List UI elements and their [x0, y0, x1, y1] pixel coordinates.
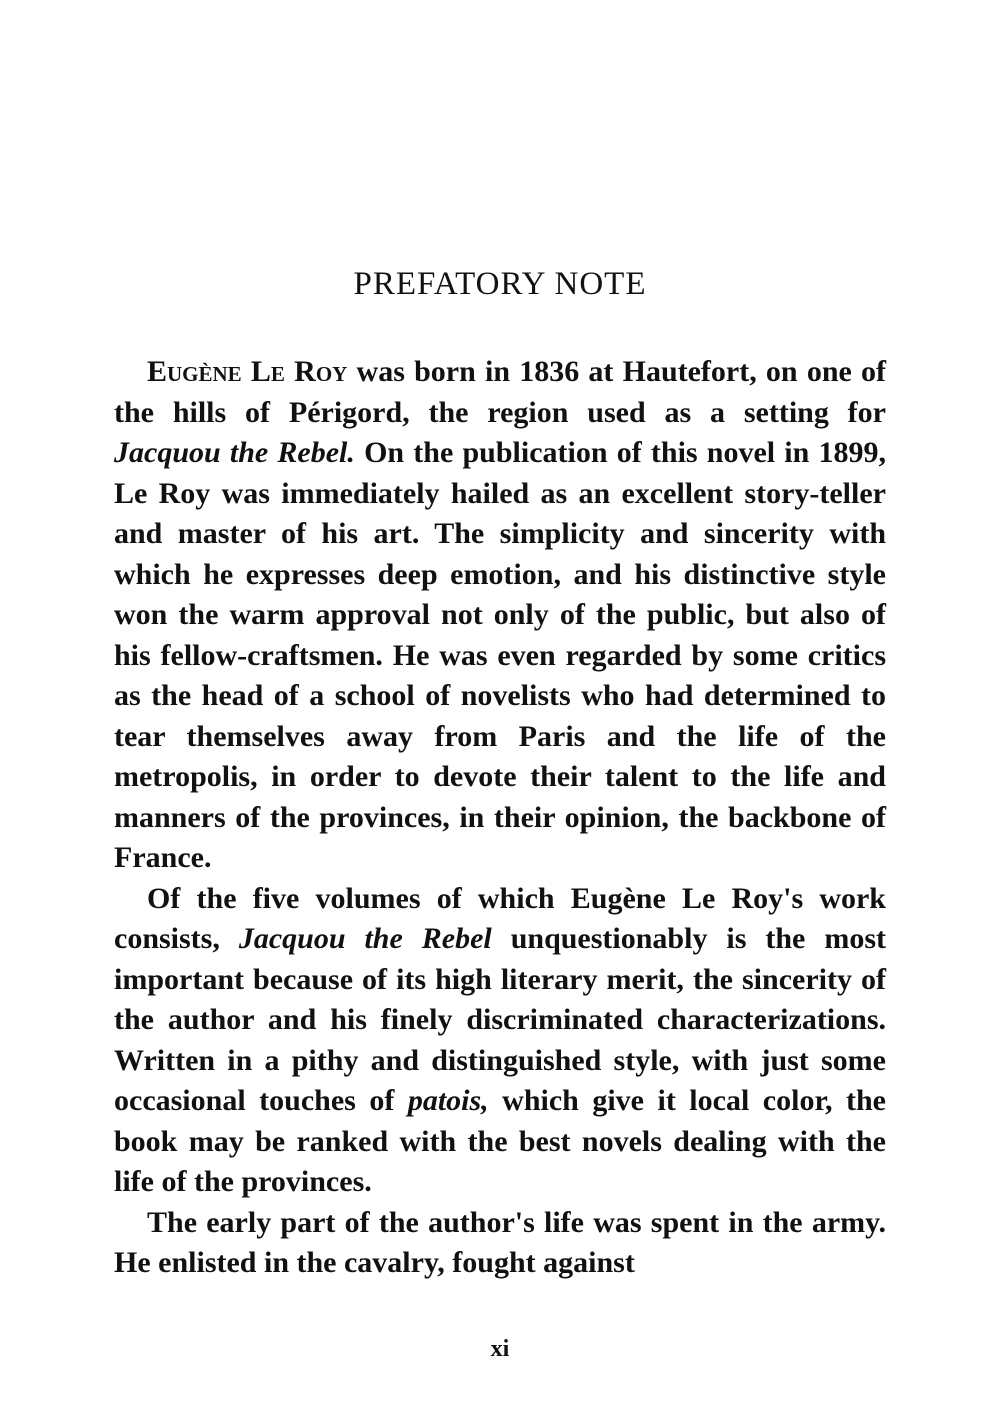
paragraph-3: [114, 1203, 886, 1284]
paragraph-2: [114, 879, 886, 1203]
author-name-le: Le: [250, 355, 285, 388]
paragraph-2-text-b: unquestionably is the most important because of its high literary merit, the sincerity of the author and his finely discriminated characterizations. Written in a pithy and distinguished style, with just some occasional touches of: [114, 922, 886, 1117]
paragraph-3-text: The early part of the author's life was spent in the army. He enlisted in the cavalry, fought against: [114, 1205, 886, 1279]
page-number: xi: [490, 1336, 510, 1362]
author-first-name: Eugène: [147, 355, 242, 388]
paragraph-2-text-a: Of the five volumes of which Eugène Le Roy's work consists,: [114, 881, 886, 955]
page-title: PREFATORY NOTE: [353, 266, 647, 302]
paragraph-1-text-b: On the publication of this novel in 1899, Le Roy was immediately hailed as an excellent story-teller and master of his art. The simplicity and sincerity with which he expresses deep emotion, and his distinctive style won the warm approval not only of the public, but also of his fellow-craftsmen. He was even regarded by some critics as the head of a school of novelists who had determined to tear themselves away from Paris and the life of the metropolis, in order to devote their talent to the life and manners of the provinces, in their opinion, the backbone of France.: [114, 436, 887, 874]
paragraph-1-text-a: was born in 1836 at Hautefort, on one of the hills of Périgord, the region used as a setting for: [114, 355, 887, 429]
body-text: [114, 352, 886, 1284]
book-title-italic: Jacquou the Rebel.: [114, 436, 355, 469]
book-title-italic-2: Jacquou the Rebel: [238, 922, 492, 955]
paragraph-2-text-c: which give it local color, the book may be ranked with the best novels dealing with the life of the provinces.: [114, 1084, 886, 1198]
paragraph-1: [114, 352, 886, 879]
patois-italic: patois,: [407, 1084, 489, 1117]
author-name-roy: Roy: [294, 355, 348, 388]
